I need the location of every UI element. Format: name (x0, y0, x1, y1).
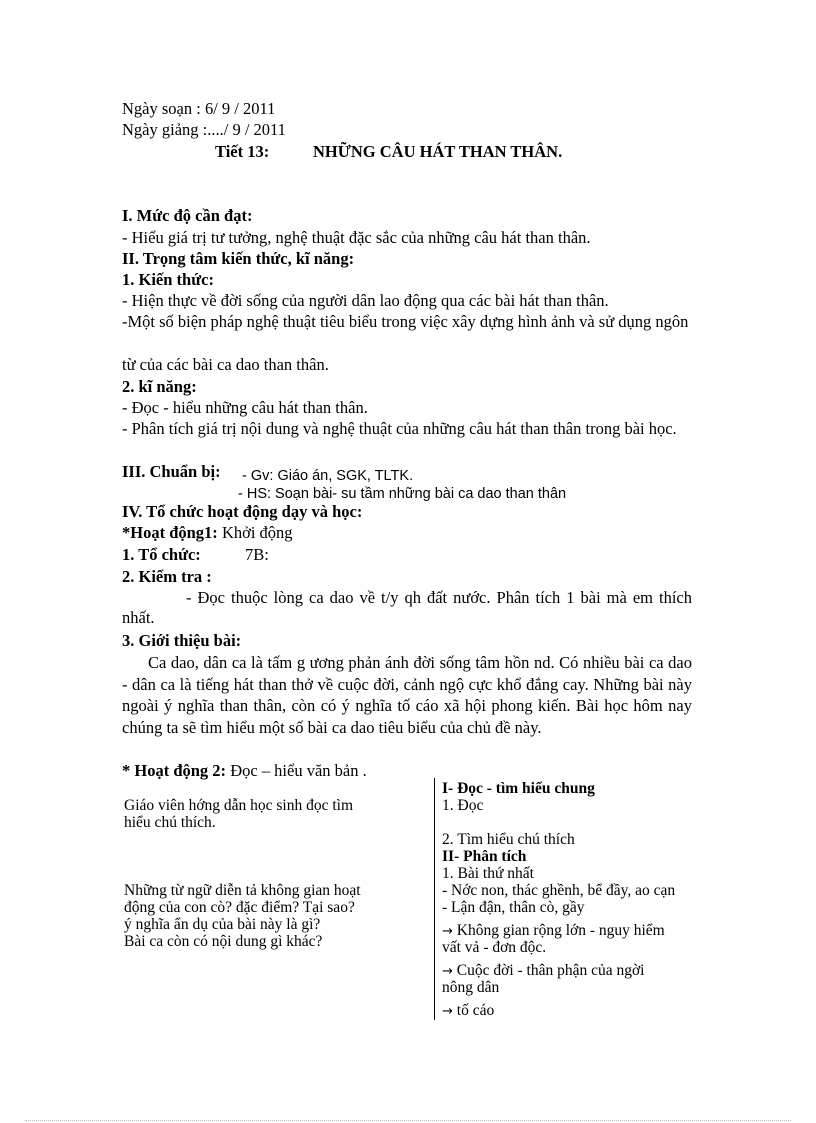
table-divider (434, 778, 435, 1020)
right-line-10 (442, 1002, 494, 1020)
hoat-dong-1-text: Khởi động (217, 523, 293, 542)
to-chuc-value: 7B: (245, 545, 269, 564)
teacher-instruction-2: hiểu chú thích. (124, 814, 216, 831)
arrow-icon: → (442, 964, 453, 979)
right-line-5: - Lận đận, thân cò, gầy (442, 899, 585, 916)
kien-thuc-line-3: từ của các bài ca dao than thân. (122, 355, 329, 374)
section-4-heading: IV. Tổ chức hoạt động dạy và học: (122, 502, 363, 521)
kien-thuc-heading: 1. Kiến thức: (122, 270, 214, 289)
section-1-heading: I. Mức độ cần đạt: (122, 206, 253, 225)
chuan-bi-hs: - HS: Soạn bài- su tầm những bài ca dao than thân (238, 486, 567, 502)
right-line-7: vất vả - đơn độc. (442, 939, 547, 956)
lesson-table (122, 778, 742, 1020)
page-title: NHỮNG CÂU HÁT THAN THÂN. (313, 142, 563, 161)
hoat-dong-2-label: * Hoạt động 2: (122, 761, 227, 780)
section-3-heading: III. Chuẩn bị: (122, 462, 221, 481)
page-footer-divider (25, 1120, 791, 1121)
right-line-bai-1: 1. Bài thứ nhất (442, 865, 534, 882)
question-4: Bài ca còn có nội dung gì khác? (124, 933, 323, 950)
right-line-chu-thich: 2. Tìm hiểu chú thích (442, 831, 575, 848)
right-line-6-text: Không gian rộng lớn - nguy hiểm (456, 922, 665, 939)
right-line-doc: 1. Đọc (442, 797, 484, 814)
right-line-8 (442, 962, 645, 980)
gioi-thieu-text: Ca dao, dân ca là tấm g ương phản ánh đời sống tâm hồn nd. Có nhiều bài ca dao - dân ca là tiếng hát than thở về cuộc đời, cảnh ngộ cực khổ đắng cay. Những bài này ngoài ý nghĩa than thân, còn có ý nghĩa tố cáo xã hội phong kiến. Bài học hôm nay chúng ta sẽ tìm hiểu một số bài ca dao tiêu biểu của chủ đề này. (122, 653, 692, 737)
ky-nang-line-2: - Phân tích giá trị nội dung và nghệ thuật của những câu hát than thân trong bài học. (122, 419, 677, 438)
right-line-10-text: tố cáo (456, 1002, 495, 1019)
section-1-line: - Hiểu giá trị tư tưởng, nghệ thuật đặc sắc của những câu hát than thân. (122, 228, 591, 247)
to-chuc-label: 1. Tổ chức: (122, 545, 201, 564)
question-3: ý nghĩa ẩn dụ của bài này là gì? (124, 916, 321, 933)
right-line-4: - Nớc non, thác ghềnh, bể đầy, ao cạn (442, 882, 676, 899)
right-line-9: nông dân (442, 979, 500, 996)
kiem-tra-text: - Đọc thuộc lòng ca dao về t/y qh đất nước. Phân tích 1 bài mà em thích nhất. (122, 588, 692, 627)
teacher-instruction-1: Giáo viên hớng dẫn học sinh đọc tìm (124, 797, 354, 814)
kien-thuc-line-1: - Hiện thực về đời sống của người dân lao động qua các bài hát than thân. (122, 291, 609, 310)
ngay-giang: Ngày giảng :..../ 9 / 2011 (122, 120, 286, 139)
hoat-dong-1-label: *Hoạt động1: (122, 523, 218, 542)
hoat-dong-2-text: Đọc – hiểu văn bản . (226, 761, 367, 780)
ngay-soan: Ngày soạn : 6/ 9 / 2011 (122, 99, 276, 118)
section-2-heading: II. Trọng tâm kiến thức, kĩ năng: (122, 249, 355, 268)
question-1: Những từ ngữ diễn tả không gian hoạt (124, 882, 361, 899)
ky-nang-line-1: - Đọc - hiểu những câu hát than thân. (122, 398, 368, 417)
right-line-6 (442, 922, 665, 940)
kiem-tra-label: 2. Kiểm tra : (122, 567, 212, 586)
arrow-icon: → (442, 1004, 453, 1019)
right-heading-2: II- Phân tích (442, 848, 527, 865)
hoat-dong-1 (122, 523, 293, 543)
question-2: động của con cò? đặc điểm? Tại sao? (124, 899, 355, 916)
right-heading-1: I- Đọc - tìm hiểu chung (442, 780, 595, 797)
chuan-bi-gv: - Gv: Giáo án, SGK, TLTK. (242, 468, 414, 484)
gioi-thieu-label: 3. Giới thiệu bài: (122, 631, 242, 650)
lesson-number: Tiết 13: (215, 142, 270, 161)
right-line-8-text: Cuộc đời - thân phận của ngời (456, 962, 645, 979)
arrow-icon: → (442, 924, 453, 939)
kien-thuc-line-2: -Một số biện pháp nghệ thuật tiêu biểu trong việc xây dựng hình ảnh và sử dụng ngôn (122, 312, 689, 331)
ky-nang-heading: 2. kĩ năng: (122, 377, 197, 396)
